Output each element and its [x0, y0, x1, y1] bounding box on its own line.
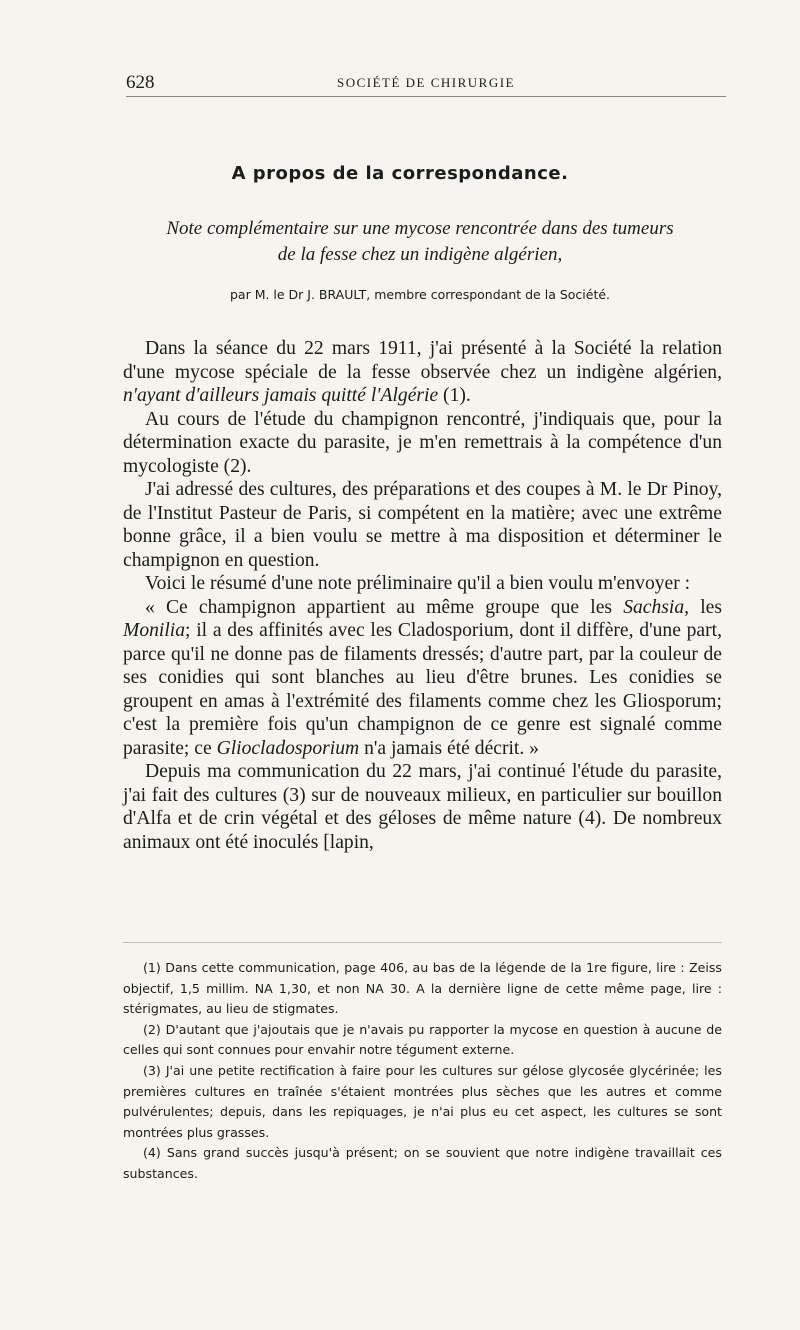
text-run-italic: n'ayant d'ailleurs jamais quitté l'Algérie	[123, 385, 439, 406]
article-body	[123, 337, 722, 854]
text-run: , les	[684, 596, 722, 618]
subtitle-line-2: de la fesse chez un indigène algérien,	[277, 244, 563, 265]
article-subtitle	[120, 216, 720, 268]
article-title: A propos de la correspondance.	[231, 163, 569, 184]
running-head	[126, 72, 726, 96]
footnote-1: (1) Dans cette communication, page 406, au bas de la légende de la 1re figure, lire : Zeiss objectif, 1,5 millim. NA 1,30, et non NA 30. A la dernière ligne de cette même page, lire : stérigmates, au lieu de stigmates.	[123, 960, 722, 1017]
body-paragraph: Depuis ma communication du 22 mars, j'ai continué l'étude du parasite, j'ai fait des cultures (3) sur de nouveaux milieux, en particulier sur bouillon d'Alfa et de crin végétal et des géloses de même nature (4). De nombreux animaux ont été inoculés [lapin,	[123, 761, 722, 853]
subtitle-line-1: Note complémentaire sur une mycose rencontrée dans des tumeurs	[166, 218, 674, 239]
body-paragraph	[123, 596, 722, 761]
page-number: 628	[126, 72, 155, 93]
footnote-4: (4) Sans grand succès jusqu'à présent; on se souvient que notre indigène travaillait ces substances.	[123, 1145, 722, 1181]
text-run: « Ce champignon appartient au même groupe que les	[145, 596, 624, 618]
footnote-3: (3) J'ai une petite rectification à faire pour les cultures sur gélose glycosée glycérinée; les premières cultures en traînée s'étaient montrées plus sèches que les autres et comme pulvérulentes; depuis, dans les repiquages, je n'ai plus eu cet aspect, les cultures se sont montrées plus grasses.	[123, 1062, 722, 1140]
text-run-italic: Monilia	[123, 620, 186, 641]
body-paragraph: J'ai adressé des cultures, des préparations et des coupes à M. le Dr Pinoy, de l'Institut Pasteur de Paris, si compétent en la matière; avec une extrême bonne grâce, il a bien voulu se mettre à ma disposition et déterminer le champignon en question.	[123, 479, 722, 571]
text-run: n'a jamais été décrit. »	[359, 737, 539, 759]
footnote-2: (2) D'autant que j'ajoutais que je n'avais pu rapporter la mycose en question à aucune de celles qui sont connues pour envahir notre tégument externe.	[123, 1021, 722, 1058]
text-run: (1).	[438, 385, 471, 406]
body-paragraph	[123, 337, 722, 408]
text-run-italic: Sachsia	[623, 596, 685, 618]
footnote-rule	[123, 942, 722, 943]
journal-name: SOCIÉTÉ DE CHIRURGIE	[336, 75, 516, 90]
body-paragraph: Au cours de l'étude du champignon rencontré, j'indiquais que, pour la détermination exacte du parasite, je m'en remettrais à la compétence d'un mycologiste (2).	[123, 408, 722, 477]
body-paragraph: Voici le résumé d'une note préliminaire qu'il a bien voulu m'envoyer :	[145, 573, 691, 594]
text-run: ; il a des affinités avec les Cladosporium, dont il diffère, d'une part, parce qu'il ne donne pas de filaments dressés; d'autre part, par la couleur de ses conidies qui sont blanches au lieu d'être brunes. Les conidies se groupent en amas à l'extrémité des filaments comme chez les Gliosporum; c'est la première fois qu'un champignon de ce genre est signalé comme parasite; ce	[123, 620, 722, 759]
header-rule	[126, 96, 726, 97]
author-byline: par M. le Dr J. BRAULT, membre correspondant de la Société.	[229, 287, 611, 302]
text-run-italic: Gliocladosporium	[216, 737, 360, 759]
footnotes	[123, 958, 722, 1185]
text-run: Dans la séance du 22 mars 1911, j'ai présenté à la Société la relation d'une mycose spéciale de la fesse observée chez un indigène algérien,	[123, 338, 722, 383]
